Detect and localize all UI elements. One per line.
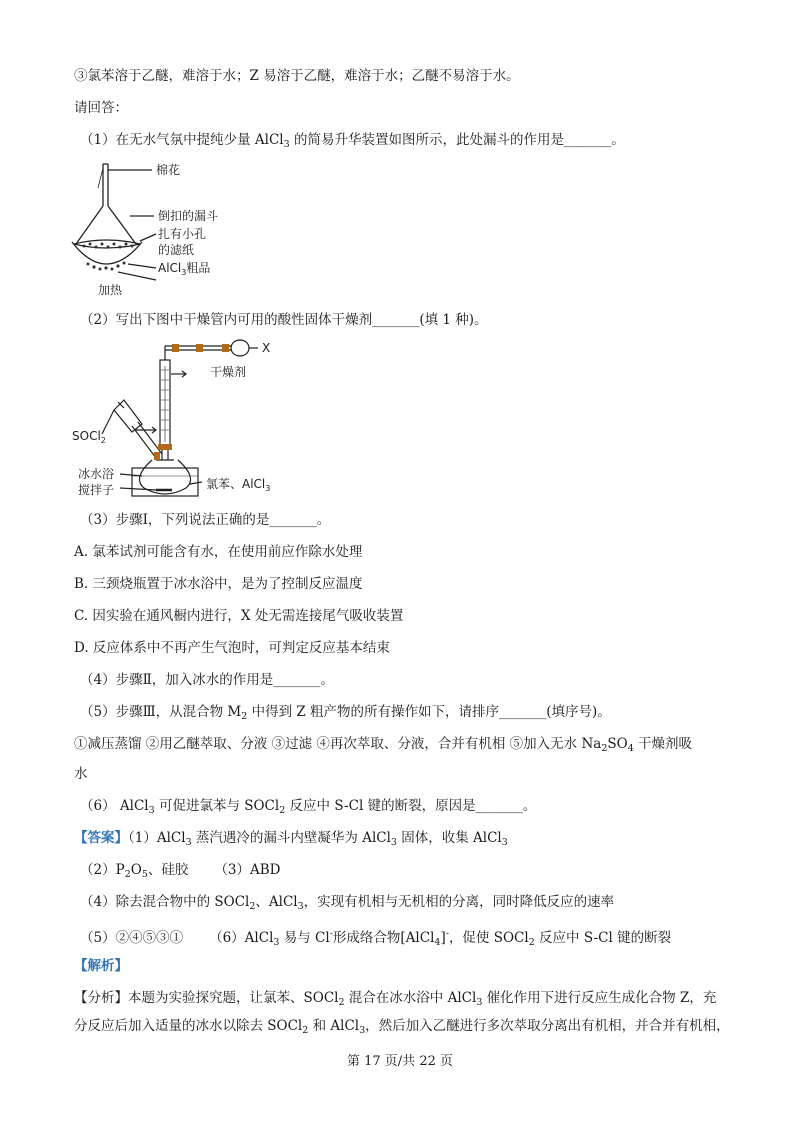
fig1-label-paper1: 扎有小孔 bbox=[158, 227, 207, 241]
q6-text-a: （6） AlCl bbox=[80, 798, 149, 814]
analysis-tag: 【解析】 bbox=[74, 958, 128, 974]
ans6-b: 易与 Cl bbox=[279, 930, 330, 946]
ans6-sub2: 4 bbox=[434, 937, 441, 948]
fig2-label-socl2: SOCl$_2$ bbox=[72, 429, 106, 445]
ans1-sub3: 3 bbox=[501, 837, 508, 848]
fx1-c: 催化作用下进行反应生成化合物 Z，充 bbox=[482, 990, 717, 1006]
fx1-b: 混合在冰水浴中 AlCl bbox=[344, 990, 477, 1006]
ans2-sub2: 5 bbox=[141, 869, 148, 880]
fx1-sub1: 2 bbox=[338, 997, 345, 1008]
fig1-label-funnel: 倒扣的漏斗 bbox=[158, 209, 219, 223]
answer-line-2 bbox=[80, 860, 280, 885]
q5-text-a: （5）步骤Ⅲ，从混合物 M bbox=[80, 704, 242, 720]
q1-text-b: 的简易升华装置如图所示，此处漏斗的作用是_______。 bbox=[289, 132, 625, 148]
ops-text-a: ①减压蒸馏 ②用乙醚萃取、分液 ③过滤 ④再次萃取、分液，合并有机相 ⑤加入无水 Na bbox=[74, 736, 602, 752]
text-line-condition3: ③氯苯溶于乙醚，难溶于水；Z 易溶于乙醚，难溶于水；乙醚不易溶于水。 bbox=[74, 68, 520, 84]
question-3: （3）步骤Ⅰ，下列说法正确的是_______。 bbox=[80, 512, 331, 528]
ans6-sup2: - bbox=[445, 928, 449, 939]
fig2-label-stirrer: 搅拌子 bbox=[78, 483, 115, 497]
answer-line-5 bbox=[80, 924, 671, 953]
ans1-c: 固体，收集 AlCl bbox=[396, 830, 502, 846]
ans6-sub3: 2 bbox=[528, 937, 535, 948]
ans2-c: 、硅胶 bbox=[147, 862, 189, 878]
question-1 bbox=[80, 130, 625, 155]
q6-sub-2: 2 bbox=[279, 805, 286, 816]
ans6-e: ，促使 SOCl bbox=[448, 930, 529, 946]
ans3: （3）ABD bbox=[214, 862, 281, 878]
fig1-label-cotton: 棉花 bbox=[156, 163, 181, 177]
q1-sub: 3 bbox=[283, 139, 290, 150]
ans2-a: （2）P bbox=[80, 862, 125, 878]
fig1-label-heat: 加热 bbox=[98, 283, 123, 297]
question-2: （2）写出下图中干燥管内可用的酸性固体干燥剂_______(填 1 种)。 bbox=[80, 312, 488, 328]
operations-list bbox=[74, 734, 692, 759]
fx2-sub1: 2 bbox=[302, 1025, 309, 1036]
analysis-line-1 bbox=[74, 988, 716, 1013]
ans6-a: （6）AlCl bbox=[209, 930, 274, 946]
question-5 bbox=[80, 702, 611, 727]
fx1-sub2: 3 bbox=[476, 997, 483, 1008]
ans6-sub1: 3 bbox=[273, 937, 280, 948]
ans1-sub1: 3 bbox=[185, 837, 192, 848]
ops-text-c: 干燥剂吸 bbox=[633, 736, 693, 752]
ans4-sub1: 2 bbox=[249, 901, 256, 912]
question-6 bbox=[80, 796, 536, 821]
answer-line-1 bbox=[74, 828, 508, 853]
ans2-b: O bbox=[130, 862, 142, 878]
ops-sub-4: 4 bbox=[627, 743, 634, 754]
ans6-c: 形成络合物[AlCl bbox=[332, 930, 435, 946]
option-b: B. 三颈烧瓶置于冰水浴中，是为了控制反应温度 bbox=[74, 576, 363, 592]
q6-text-c: 反应中 S-Cl 键的断裂，原因是_______。 bbox=[285, 798, 537, 814]
fx2-b: 和 AlCl bbox=[308, 1018, 360, 1034]
ans4-c: ，实现有机相与无机相的分离，同时降低反应的速率 bbox=[303, 894, 615, 910]
q5-sub: 2 bbox=[241, 711, 248, 722]
sublimation-apparatus-figure bbox=[70, 156, 270, 302]
answer-line-4 bbox=[80, 892, 614, 917]
option-a: A. 氯苯试剂可能含有水，在使用前应作除水处理 bbox=[74, 544, 363, 560]
question-4: （4）步骤Ⅱ，加入冰水的作用是_______。 bbox=[80, 672, 335, 688]
analysis-heading bbox=[74, 956, 128, 976]
text-line-please-answer: 请回答： bbox=[74, 100, 128, 116]
q5-text-b: 中得到 Z 粗产物的所有操作如下，请排序_______(填序号)。 bbox=[247, 704, 611, 720]
fig2-label-desiccant: 干燥剂 bbox=[210, 365, 247, 379]
ans5: （5）②④⑤③① bbox=[80, 930, 184, 946]
fig2-label-bath: 冰水浴 bbox=[78, 467, 115, 481]
fx1-a: 本题为实验探究题，让氯苯、SOCl bbox=[128, 990, 339, 1006]
fx2-c: ，然后加入乙醚进行多次萃取分离出有机相，并合并有机相， bbox=[365, 1018, 730, 1034]
ops-text-b: SO bbox=[607, 736, 628, 752]
ans6-sup1: - bbox=[329, 928, 333, 939]
option-c: C. 因实验在通风橱内进行，X 处无需连接尾气吸收装置 bbox=[74, 608, 404, 624]
ans2-sub1: 2 bbox=[124, 869, 131, 880]
fig1-label-crude: AlCl$_3$粗品 bbox=[158, 261, 211, 277]
ans1-b: 蒸汽遇冷的漏斗内壁凝华为 AlCl bbox=[191, 830, 391, 846]
ans6-f: 反应中 S-Cl 键的断裂 bbox=[534, 930, 672, 946]
analysis-line-2 bbox=[74, 1016, 730, 1041]
answer-tag: 【答案】 bbox=[74, 830, 128, 846]
fx2-a: 分反应后加入适量的冰水以除去 SOCl bbox=[74, 1018, 303, 1034]
option-d: D. 反应体系中不再产生气泡时，可判定反应基本结束 bbox=[74, 640, 390, 656]
ans1-sub2: 3 bbox=[390, 837, 397, 848]
ans6-d: ] bbox=[440, 930, 446, 946]
ans1-a: （1）AlCl bbox=[128, 830, 186, 846]
ops-sub-2: 2 bbox=[601, 743, 608, 754]
page-footer: 第 17 页/共 22 页 bbox=[347, 1054, 453, 1069]
fenxi-tag: 【分析】 bbox=[74, 990, 128, 1006]
q1-text-a: （1）在无水气氛中提纯少量 AlCl bbox=[80, 132, 284, 148]
operations-list-cont: 水 bbox=[74, 766, 88, 782]
fx2-sub2: 3 bbox=[359, 1025, 366, 1036]
q6-text-b: 可促进氯苯与 SOCl bbox=[154, 798, 280, 814]
fig1-label-paper2: 的滤纸 bbox=[158, 243, 195, 257]
ans4-b: 、AlCl bbox=[255, 894, 298, 910]
fig2-label-x: X bbox=[262, 341, 271, 355]
q6-sub-3: 3 bbox=[148, 805, 155, 816]
ans4-sub2: 3 bbox=[297, 901, 304, 912]
ans4-a: （4）除去混合物中的 SOCl bbox=[80, 894, 250, 910]
reaction-apparatus-figure bbox=[72, 336, 292, 504]
fig2-label-contents: 氯苯、AlCl$_3$ bbox=[206, 477, 271, 493]
